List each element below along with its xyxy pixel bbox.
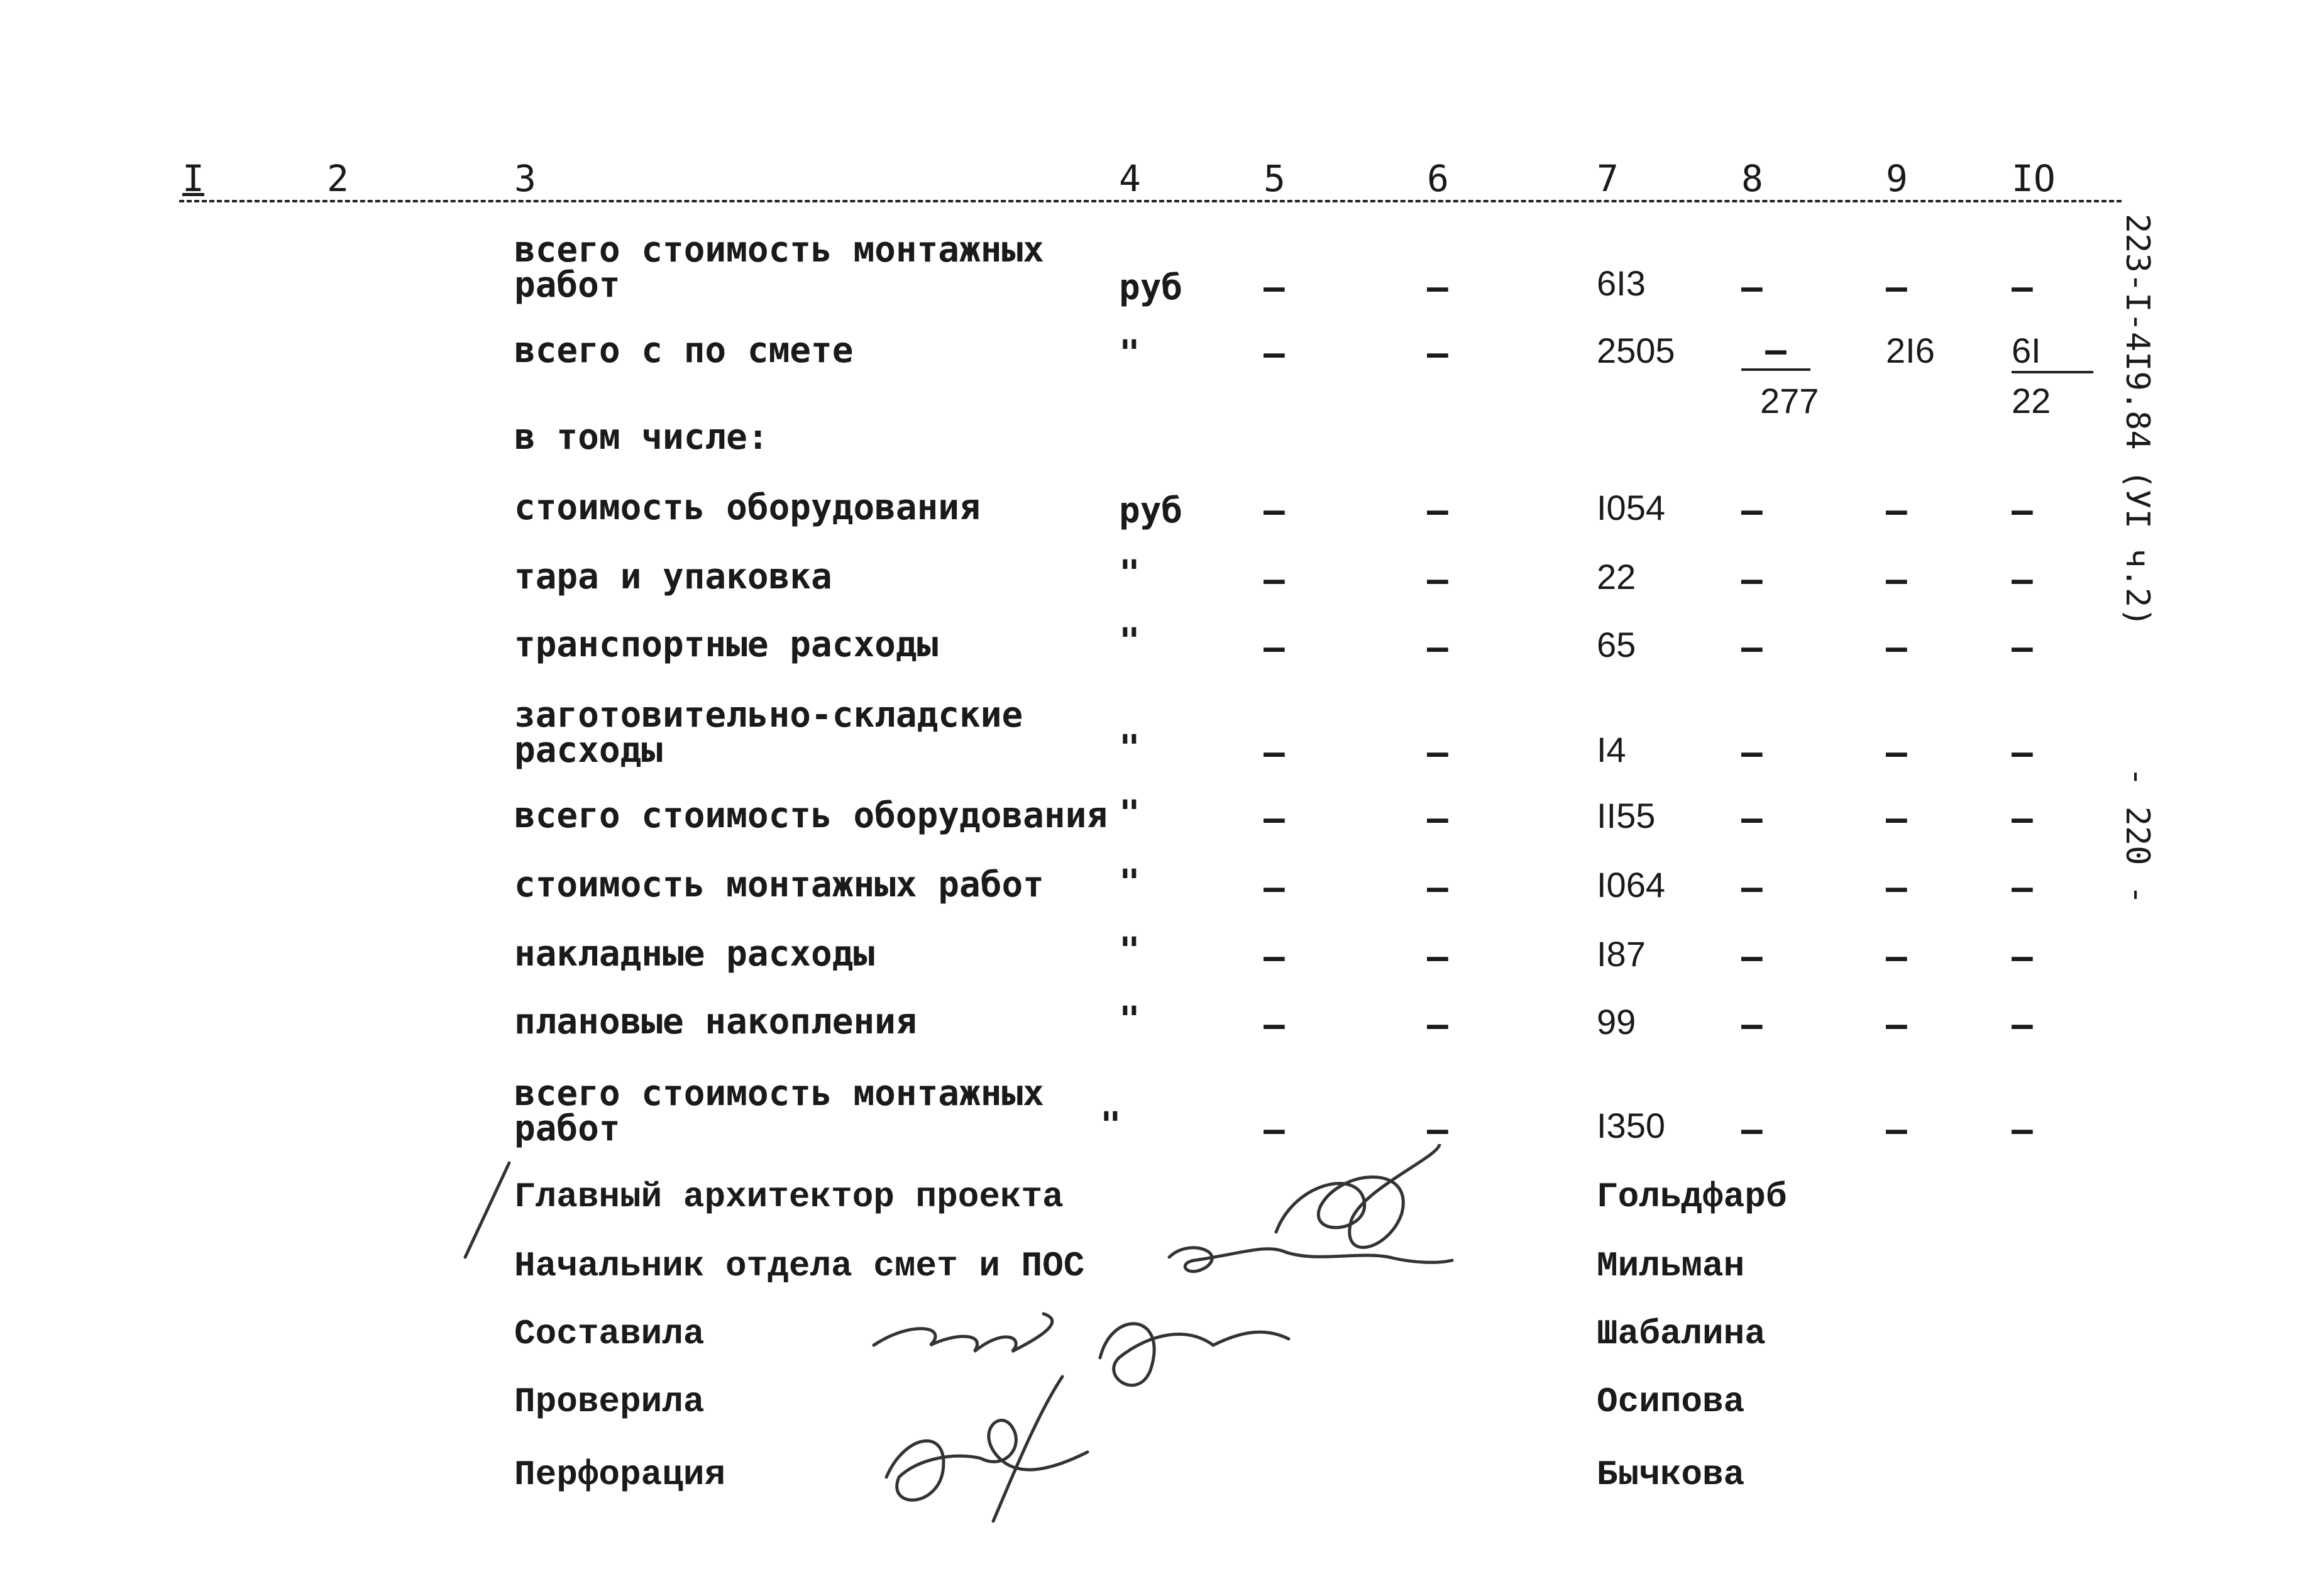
row-col8: – <box>1741 798 1763 839</box>
row-description: плановые накопления <box>514 1001 917 1042</box>
row-col10: – <box>2012 732 2033 773</box>
row-col6: – <box>1427 798 1448 839</box>
row-col6: – <box>1427 732 1448 773</box>
row-unit: " <box>1119 930 1140 971</box>
page-number: - 220 - <box>2118 767 2156 905</box>
row-description: всего с по смете <box>514 330 854 371</box>
row-col8: – <box>1741 267 1763 308</box>
row-col10: – <box>2012 798 2033 839</box>
header-col-7: 7 <box>1597 157 1619 200</box>
row-col8: – <box>1741 490 1763 531</box>
row-total: I064 <box>1597 865 1665 905</box>
row-unit: " <box>1119 621 1140 662</box>
row-col10: – <box>2012 1004 2033 1045</box>
row-unit: " <box>1119 728 1140 769</box>
header-divider <box>179 200 2122 202</box>
row-total: II55 <box>1597 796 1656 835</box>
row-description: заготовительно-складские расходы <box>514 695 1023 771</box>
row-description: в том числе: <box>514 417 769 458</box>
header-col-8: 8 <box>1741 157 1763 200</box>
row-col5: – <box>1264 798 1285 839</box>
row-description: всего стоимость монтажных работ <box>514 229 1044 305</box>
row-col10: – <box>2012 937 2033 977</box>
row-col10: – <box>2012 267 2033 308</box>
row-col9: – <box>1886 559 1907 600</box>
signature-name: Гольдфарб <box>1597 1177 1787 1217</box>
row-col9: 2I6 <box>1886 331 1935 370</box>
signature-role: Начальник отдела смет и ПОС <box>514 1246 1085 1286</box>
row-col8: – <box>1741 627 1763 668</box>
header-col-1: I <box>182 157 204 200</box>
row-col9: – <box>1886 937 1907 977</box>
row-col6: – <box>1427 559 1448 600</box>
row-description: накладные расходы <box>514 933 875 974</box>
row-col10: – <box>2012 627 2033 668</box>
row-description: тара и упаковка <box>514 556 832 597</box>
row-total: 65 <box>1597 625 1636 664</box>
signature-scribble-compiler <box>861 1270 1364 1534</box>
signature-role: Составила <box>514 1314 705 1354</box>
row-col6: – <box>1427 937 1448 977</box>
row-unit: " <box>1119 793 1140 834</box>
row-col5: – <box>1264 1004 1285 1045</box>
header-col-9: 9 <box>1886 157 1908 200</box>
row-col8: – <box>1741 1109 1763 1150</box>
row-col10-denominator: 22 <box>2012 381 2051 421</box>
row-col10-numerator: 6I <box>2012 330 2093 373</box>
row-total: I350 <box>1597 1106 1665 1145</box>
row-total: I4 <box>1597 730 1626 769</box>
row-col6: – <box>1427 627 1448 668</box>
row-col6: – <box>1427 1109 1448 1150</box>
row-description: стоимость монтажных работ <box>514 864 1044 905</box>
row-col9: – <box>1886 798 1907 839</box>
row-total: 2505 <box>1597 331 1675 370</box>
header-col-2: 2 <box>327 157 349 200</box>
row-description: транспортные расходы <box>514 624 939 665</box>
signature-role: Перфорация <box>514 1455 726 1495</box>
row-col6: – <box>1427 333 1448 374</box>
row-unit: " <box>1119 333 1140 374</box>
row-col8: – <box>1741 559 1763 600</box>
row-description: стоимость оборудования <box>514 487 981 528</box>
header-col-4: 4 <box>1119 157 1141 200</box>
row-col10: – <box>2012 559 2033 600</box>
row-col8-denominator: 277 <box>1760 381 1819 421</box>
row-col9: – <box>1886 490 1907 531</box>
row-unit: " <box>1119 999 1140 1040</box>
row-total: 99 <box>1597 1002 1636 1042</box>
row-col5: – <box>1264 333 1285 374</box>
row-col6: – <box>1427 267 1448 308</box>
row-col9: – <box>1886 867 1907 908</box>
row-total: I054 <box>1597 488 1665 527</box>
row-col5: – <box>1264 1109 1285 1150</box>
signature-name: Мильман <box>1597 1246 1745 1286</box>
row-unit: руб <box>1119 490 1183 531</box>
row-col9: – <box>1886 1004 1907 1045</box>
margin-check-mark <box>440 1150 541 1263</box>
row-unit: " <box>1119 862 1140 903</box>
row-description: всего стоимость монтажных работ <box>514 1073 1044 1149</box>
signature-role: Проверила <box>514 1382 705 1422</box>
row-col10: – <box>2012 490 2033 531</box>
row-unit: " <box>1100 1105 1121 1146</box>
row-unit: " <box>1119 553 1140 594</box>
row-col9: – <box>1886 732 1907 773</box>
signature-name: Осипова <box>1597 1382 1745 1422</box>
row-col5: – <box>1264 559 1285 600</box>
row-col5: – <box>1264 937 1285 977</box>
row-col5: – <box>1264 490 1285 531</box>
row-col8: – <box>1741 1004 1763 1045</box>
row-total: I87 <box>1597 934 1646 974</box>
row-description: всего стоимость оборудования <box>514 795 1108 836</box>
row-col6: – <box>1427 490 1448 531</box>
row-col5: – <box>1264 867 1285 908</box>
signature-name: Шабалина <box>1597 1314 1766 1354</box>
row-col8: – <box>1741 867 1763 908</box>
row-col10: – <box>2012 1109 2033 1150</box>
row-col8: – <box>1741 732 1763 773</box>
header-col-3: 3 <box>514 157 536 200</box>
signature-role: Главный архитектор проекта <box>514 1177 1064 1217</box>
signature-name: Бычкова <box>1597 1455 1745 1495</box>
document-code: 223-I-4I9.84 (УI ч.2) <box>2118 214 2156 627</box>
row-total: 22 <box>1597 557 1636 597</box>
document-code-label <box>2118 214 2156 905</box>
row-col5: – <box>1264 627 1285 668</box>
row-col6: – <box>1427 1004 1448 1045</box>
row-unit: руб <box>1119 267 1183 308</box>
row-total: 6I3 <box>1597 263 1646 303</box>
row-col5: – <box>1264 267 1285 308</box>
row-col9: – <box>1886 1109 1907 1150</box>
header-col-6: 6 <box>1427 157 1449 200</box>
header-col-5: 5 <box>1264 157 1286 200</box>
row-col8-numerator: – <box>1741 333 1810 371</box>
row-col6: – <box>1427 867 1448 908</box>
row-col10: – <box>2012 867 2033 908</box>
row-col8: – <box>1741 937 1763 977</box>
row-col5: – <box>1264 732 1285 773</box>
row-col9: – <box>1886 627 1907 668</box>
header-col-10: IO <box>2012 157 2056 200</box>
row-col9: – <box>1886 267 1907 308</box>
